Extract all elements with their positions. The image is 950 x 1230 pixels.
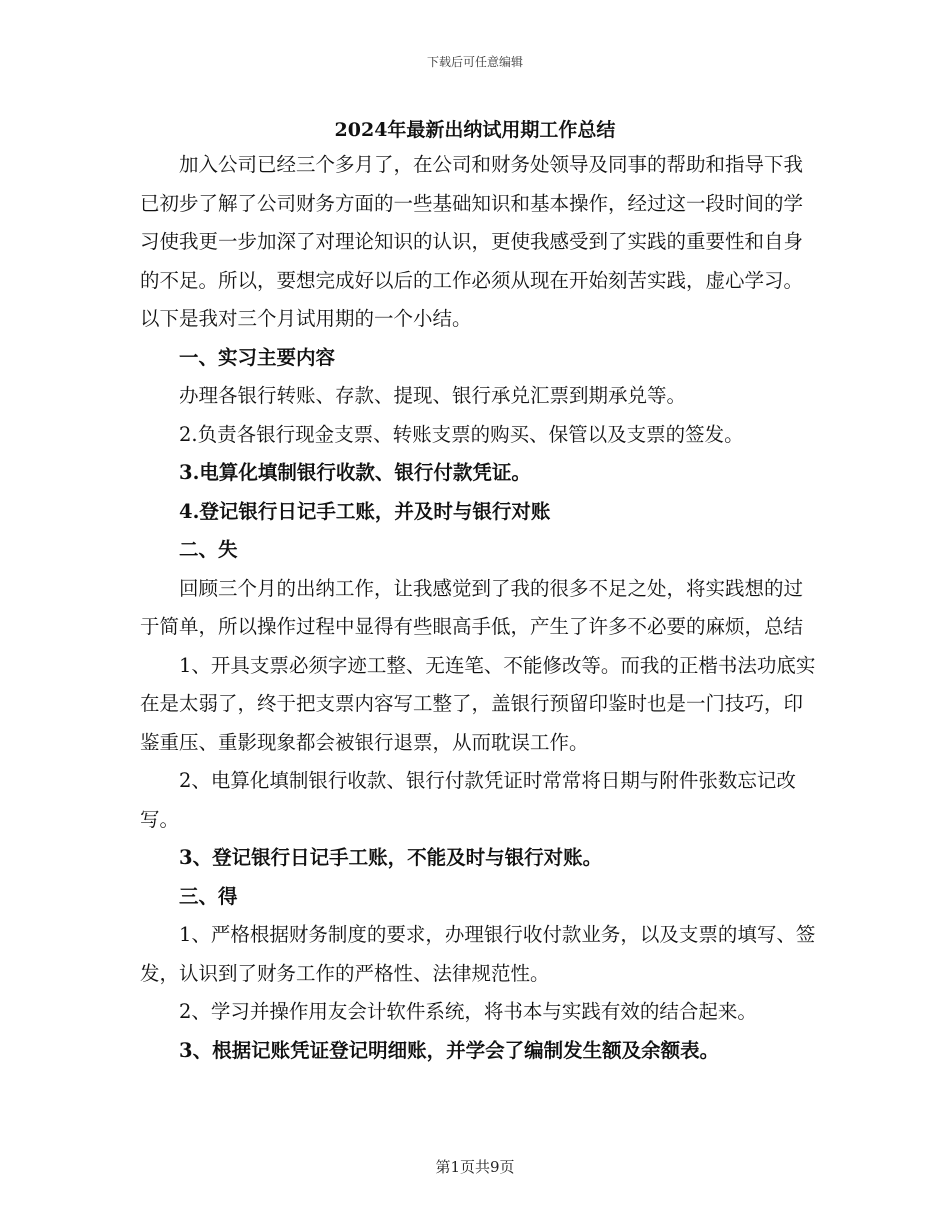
duty-item: 办理各银行转账、存款、提现、银行承兑汇票到期承兑等。 [179,384,687,407]
shortcomings-paragraph: 回顾三个月的出纳工作，让我感觉到了我的很多不足之处，将实践想的过于简单，所以操作过程中显得有些眼高手低，产生了许多不必要的麻烦，总结 [140,576,804,638]
document-title: 2024年最新出纳试用期工作总结 [334,119,616,141]
shortcoming-item: 2、电算化填制银行收款、银行付款凭证时常常将日期与附件张数忘记改写。 [140,769,796,831]
page-header-note: 下载后可任意编辑 [426,55,523,69]
intro-paragraph: 加入公司已经三个多月了，在公司和财务处领导及同事的帮助和指导下我已初步了解了公司财务方面的一些基础知识和基本操作，经过这一段时间的学习使我更一步加深了对理论知识的认识，更使我感受到了实践的重要性和自身的不足。所以，要想完成好以后的工作必须从现在开始刻苦实践，虚心学习。以下是我对三个月试用期的一个小结。 [140,153,804,330]
duty-item: 3.电算化填制银行收款、银行付款凭证。 [179,461,531,484]
duty-item: 2.负责各银行现金支票、转账支票的购买、保管以及支票的签发。 [179,422,744,446]
duty-item: 4.登记银行日记手工账，并及时与银行对账 [179,499,551,523]
section-heading-gains: 三、得 [179,884,238,908]
section-heading-shortcomings: 二、失 [179,538,238,561]
gain-item: 1、严格根据财务制度的要求，办理银行收付款业务，以及支票的填写、签发，认识到了财务工作的严格性、法律规范性。 [140,923,816,985]
gain-item: 3、根据记账凭证登记明细账，并学会了编制发生额及余额表。 [179,1038,720,1062]
shortcoming-item: 3、登记银行日记手工账，不能及时与银行对账。 [179,846,603,869]
document-body [140,146,820,1070]
gain-item: 2、学习并操作用友会计软件系统，将书本与实践有效的结合起来。 [179,1000,757,1023]
section-heading-internship-content: 一、实习主要内容 [179,345,336,369]
shortcoming-item: 1、开具支票必须字迹工整、无连笔、不能修改等。而我的正楷书法功底实在是太弱了，终于把支票内容写工整了，盖银行预留印鉴时也是一门技巧，印鉴重压、重影现象都会被银行退票，从而耽误工作。 [140,653,816,754]
page-footer-page-info: 第1页共9页 [435,1158,515,1176]
